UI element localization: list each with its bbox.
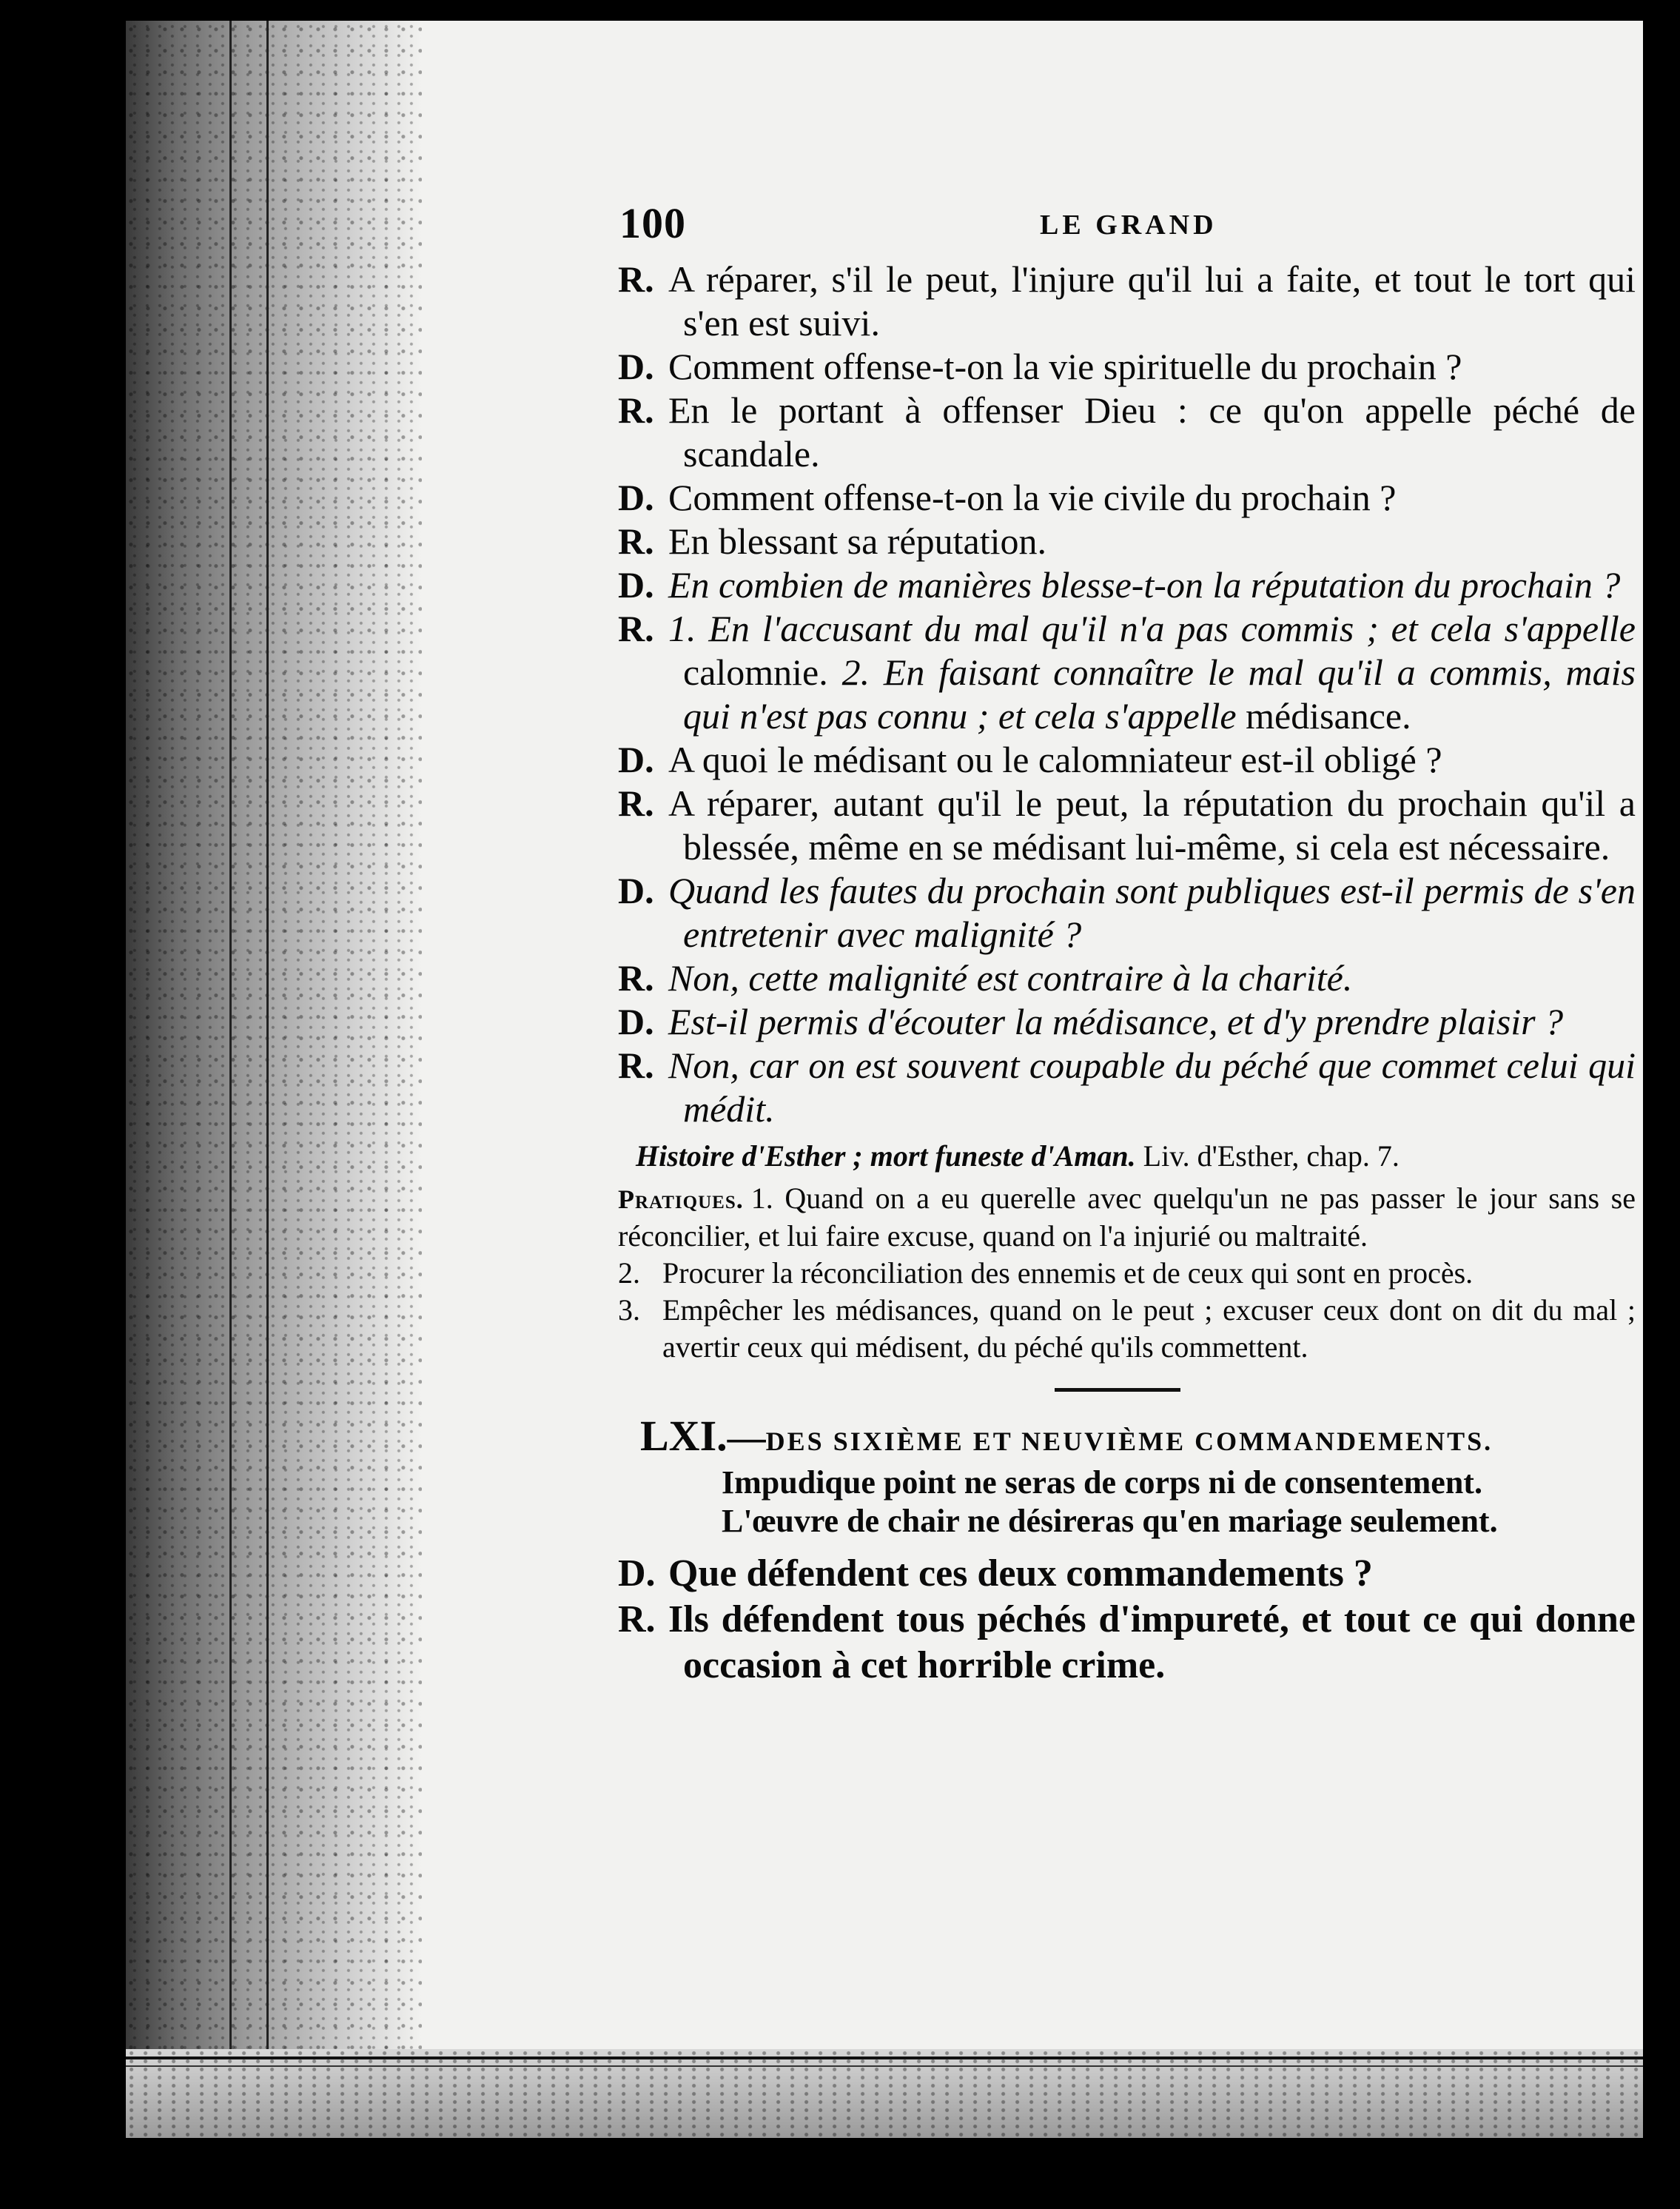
practice-item xyxy=(618,1180,1636,1255)
qa-label: D. xyxy=(618,346,654,387)
qa-entry xyxy=(618,1000,1636,1044)
page-text xyxy=(618,198,1636,1689)
qa-text: Ils défendent tous péchés d'impureté, et tout ce qui donne occasion à cet horrible crime. xyxy=(668,1598,1636,1686)
practice-body: Procurer la réconciliation des ennemis et de ceux qui sont en procès. xyxy=(662,1256,1474,1290)
qa-text: A quoi le médisant ou le calomniateur est-il obligé ? xyxy=(668,739,1442,780)
verse-line: L'œuvre de chair ne désireras qu'en mariage seulement. xyxy=(722,1503,1498,1539)
page-header xyxy=(618,198,1636,250)
qa-entry xyxy=(618,476,1636,520)
qa-entry xyxy=(618,607,1636,738)
qa-text xyxy=(668,607,1636,738)
qa-label: R. xyxy=(618,389,654,431)
qa-entry xyxy=(618,956,1636,1000)
qa-entry xyxy=(618,869,1636,956)
qa-text-italic: 2. En faisant connaître le mal qu'il a commis, mais qui n'est pas connu ; et cela s'appelle xyxy=(683,651,1636,737)
qa-label: D. xyxy=(618,1552,656,1595)
qa-text: Est-il permis d'écouter la médisance, et d'y prendre plaisir ? xyxy=(668,1001,1564,1042)
practice-number: 1. xyxy=(750,1181,773,1215)
bottom-edge-band xyxy=(126,2049,1643,2138)
qa-text: En combien de manières blesse-t-on la réputation du prochain ? xyxy=(668,564,1621,606)
page-number: 100 xyxy=(619,199,686,247)
qa-text: Comment offense-t-on la vie spirituelle du prochain ? xyxy=(668,346,1462,387)
practice-body: Empêcher les médisances, quand on le peut ; excuser ceux dont on dit du mal ; avertir ceux qui médisent, du péché qu'ils commettent. xyxy=(662,1293,1636,1364)
qa-entry xyxy=(618,520,1636,563)
practice-number: 3. xyxy=(618,1293,640,1327)
practice-item xyxy=(618,1292,1636,1366)
qa-text: Quand les fautes du prochain sont publiques est-il permis de s'en entretenir avec malignité ? xyxy=(668,870,1636,955)
qa-text: Non, cette malignité est contraire à la charité. xyxy=(668,957,1353,999)
verse-line: Impudique point ne seras de corps ni de consentement. xyxy=(722,1464,1482,1501)
section-number: LXI. xyxy=(640,1412,728,1460)
qa-text-italic: 1. En l'accusant du mal qu'il n'a pas commis ; et cela s'appelle xyxy=(668,608,1636,649)
qa-entry xyxy=(618,258,1636,345)
qa-label: R. xyxy=(618,1045,654,1086)
qa-label: D. xyxy=(618,1001,654,1042)
practice-item xyxy=(618,1255,1636,1292)
section-separator xyxy=(1055,1388,1180,1392)
qa-label: R. xyxy=(618,957,654,999)
qa-label: D. xyxy=(618,477,654,518)
practices-lead: Pratiques. xyxy=(618,1184,744,1214)
gutter-rule xyxy=(266,21,269,2138)
qa-text: A réparer, s'il le peut, l'injure qu'il lui a faite, et tout le tort qui s'en est suivi. xyxy=(668,258,1636,343)
story-reference xyxy=(636,1137,1636,1176)
qa-entry xyxy=(618,1597,1636,1689)
practices-block xyxy=(618,1180,1636,1366)
section-dash: — xyxy=(727,1417,766,1459)
qa-label: R. xyxy=(618,258,654,300)
qa-label: R. xyxy=(618,608,654,649)
qa-text-upright: médisance. xyxy=(1246,695,1411,737)
qa-entry xyxy=(618,1551,1636,1597)
section-heading xyxy=(640,1414,1636,1464)
running-head: LE GRAND xyxy=(1040,209,1217,241)
section-title: DES SIXIÈME ET NEUVIÈME COMMANDEMENTS. xyxy=(765,1427,1493,1456)
book-gutter-shadow xyxy=(126,21,422,2138)
qa-label: R. xyxy=(618,782,654,824)
qa-entry xyxy=(618,345,1636,389)
qa-entry xyxy=(618,782,1636,869)
story-title: Histoire d'Esther ; mort funeste d'Aman. xyxy=(636,1139,1136,1173)
qa-text: En blessant sa réputation. xyxy=(668,520,1046,562)
qa-entry xyxy=(618,738,1636,782)
qa-text: A réparer, autant qu'il le peut, la réputation du prochain qu'il a blessée, même en se médisant lui-même, si cela est nécessaire. xyxy=(668,782,1636,868)
qa-label: R. xyxy=(618,1598,656,1640)
practice-text xyxy=(618,1180,1636,1255)
qa-label: D. xyxy=(618,564,654,606)
qa-text-upright: calomnie. xyxy=(683,651,828,693)
qa-text: Comment offense-t-on la vie civile du prochain ? xyxy=(668,477,1397,518)
practice-number: 2. xyxy=(618,1256,640,1290)
scanned-page xyxy=(126,21,1643,2138)
qa-entry xyxy=(618,563,1636,607)
qa-text: En le portant à offenser Dieu : ce qu'on appelle péché de scandale. xyxy=(668,389,1636,475)
story-citation: Liv. d'Esther, chap. 7. xyxy=(1143,1139,1400,1173)
practice-body: Quand on a eu querelle avec quelqu'un ne pas passer le jour sans se réconcilier, et lui faire excuse, quand on l'a injurié ou maltraité. xyxy=(618,1181,1636,1253)
qa-text: Non, car on est souvent coupable du péché que commet celui qui médit. xyxy=(668,1045,1636,1130)
qa-entry xyxy=(618,1044,1636,1131)
qa-label: D. xyxy=(618,739,654,780)
gutter-rule xyxy=(229,21,232,2138)
qa-entry xyxy=(618,389,1636,476)
qa-label: D. xyxy=(618,870,654,911)
qa-text: Que défendent ces deux commandements ? xyxy=(668,1552,1373,1595)
qa-label: R. xyxy=(618,520,654,562)
